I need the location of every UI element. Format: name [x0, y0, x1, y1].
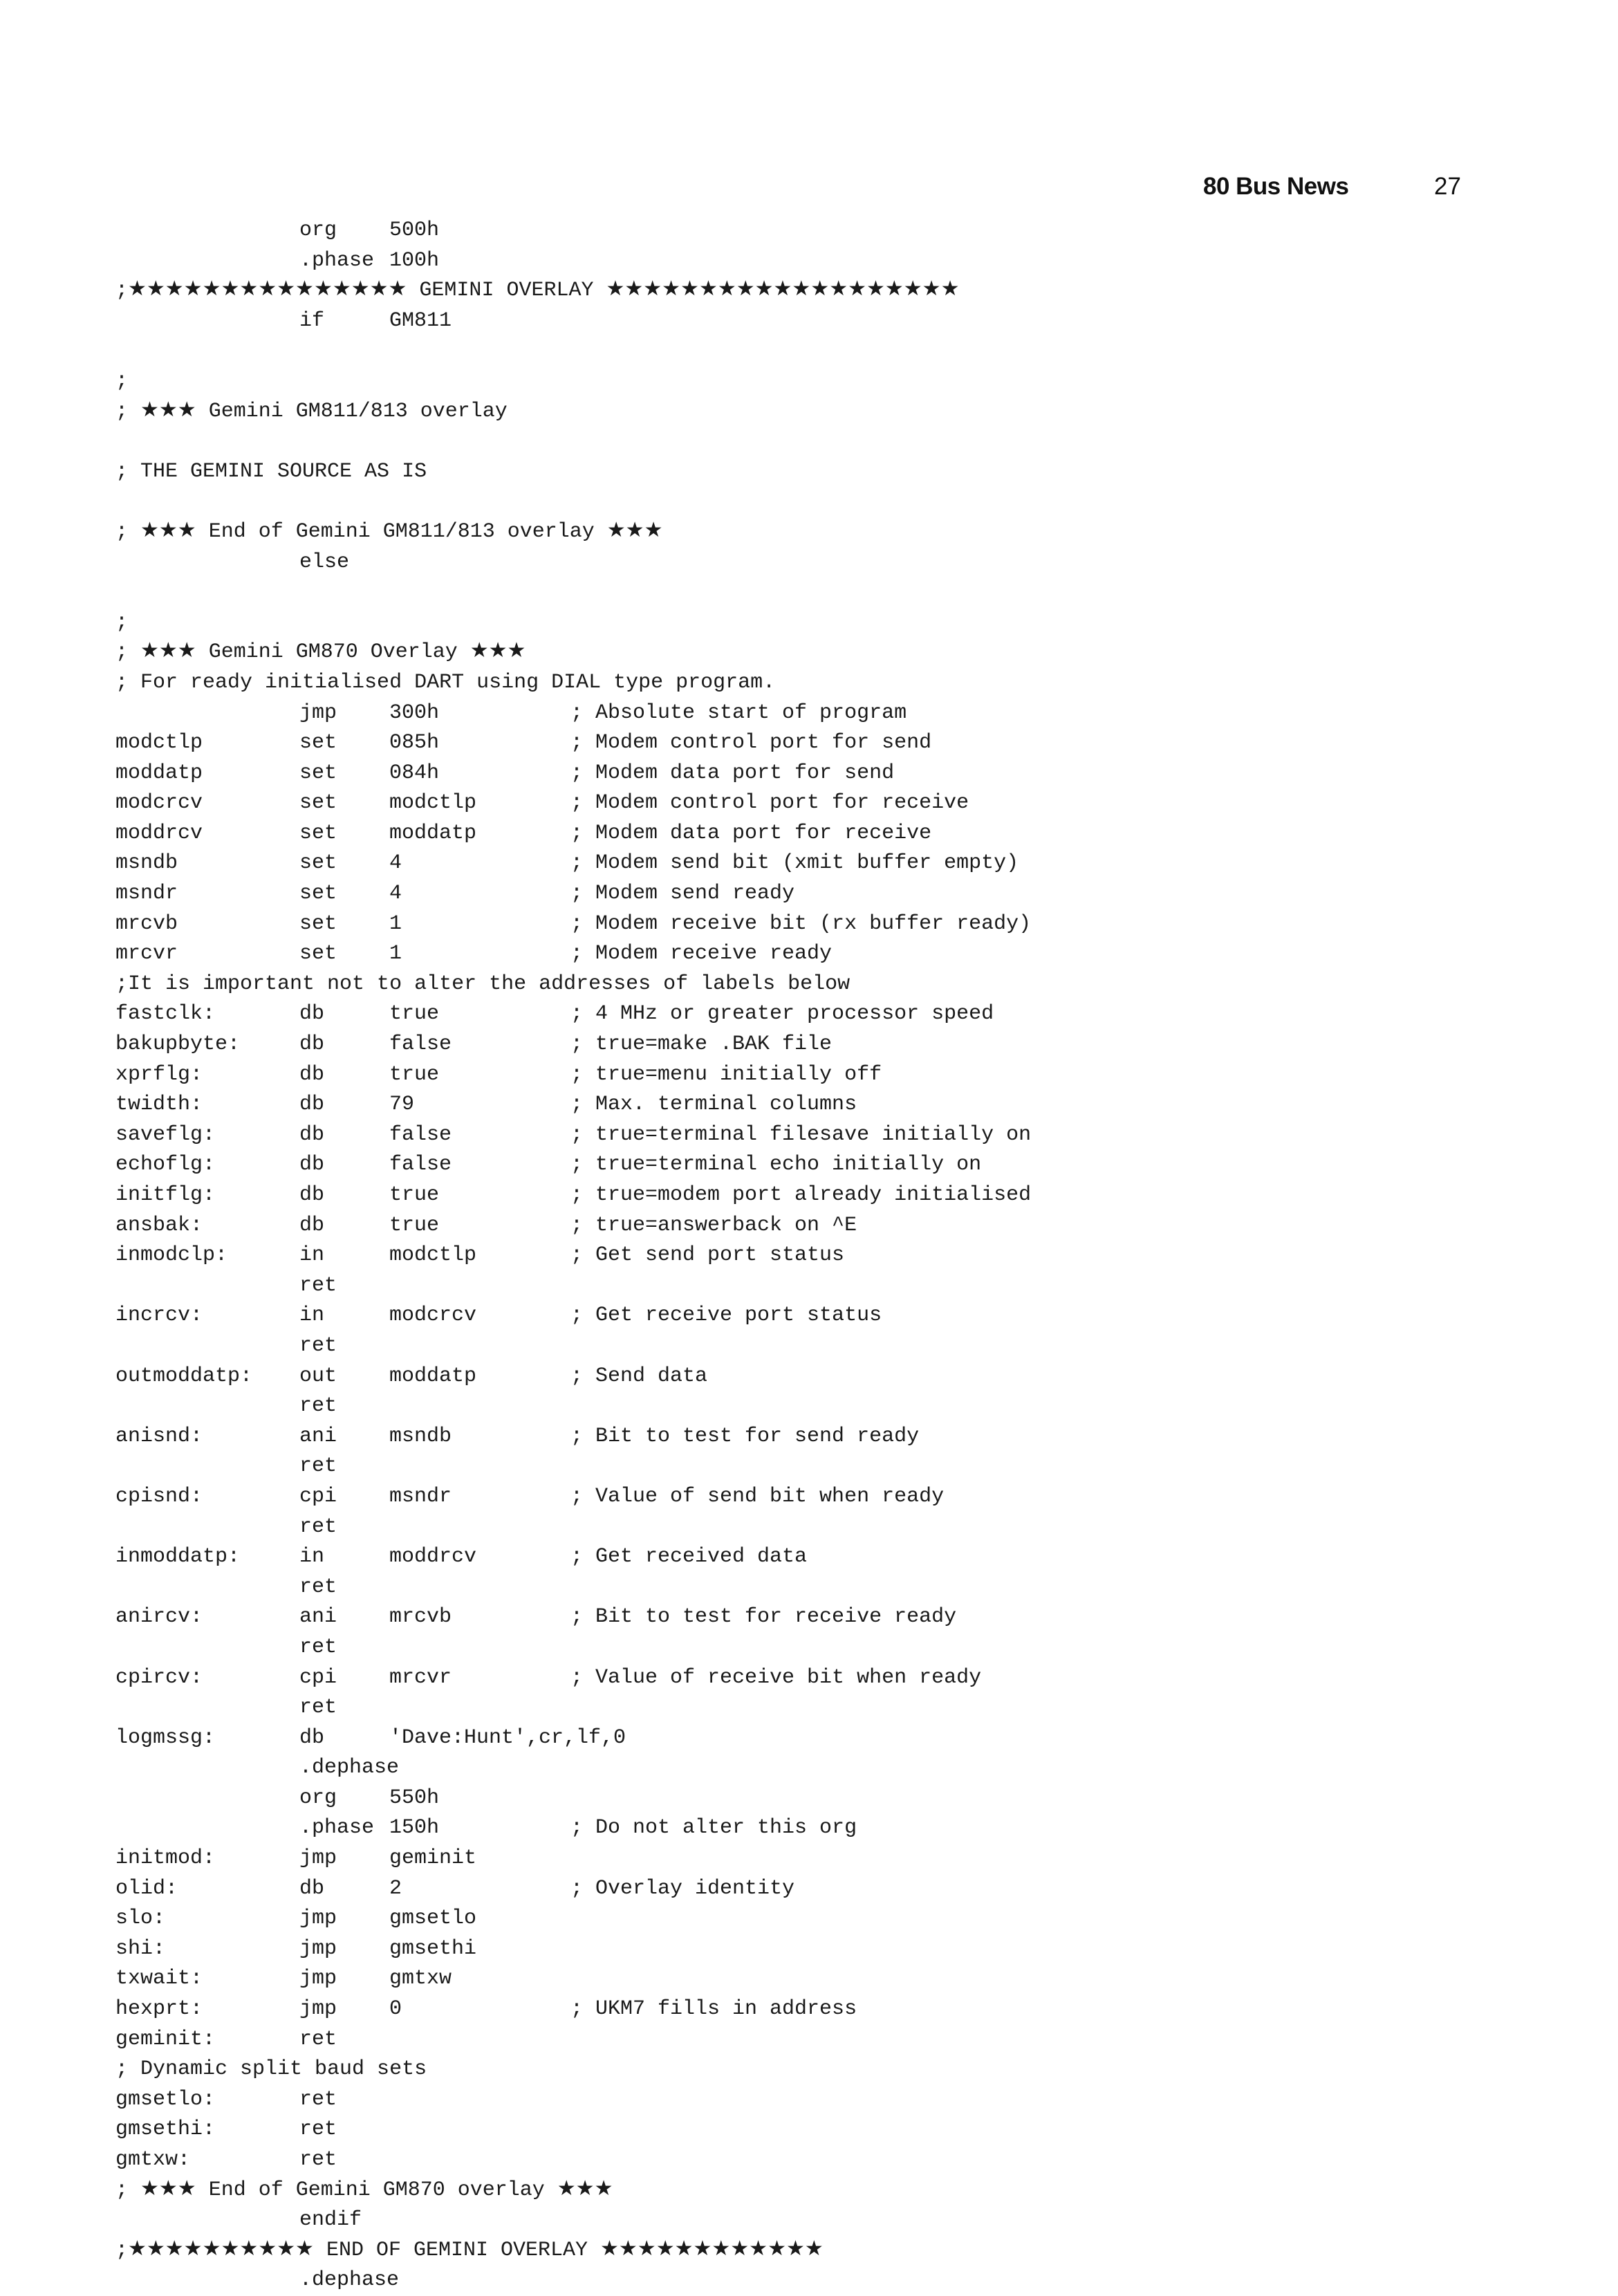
code-opcode: db [299, 1122, 325, 1147]
code-comment: ; true=make .BAK file [570, 1033, 833, 1057]
code-line [0, 1964, 1618, 1994]
code-line [0, 939, 1618, 970]
code-line [0, 1060, 1618, 1091]
code-operand: 79 [389, 1093, 415, 1117]
code-operand: true [389, 1062, 440, 1086]
code-line [0, 698, 1618, 729]
code-label: gmtxw: [115, 2148, 191, 2172]
code-comment: ;★★★★★★★★★★ END OF GEMINI OVERLAY ★★★★★★★★★★★★ [115, 2238, 824, 2262]
code-label: inmoddatp: [115, 1545, 241, 1569]
code-line [0, 2236, 1618, 2266]
code-opcode: ret [299, 2118, 337, 2142]
code-label: logmssg: [115, 1725, 216, 1750]
code-operand: 085h [389, 731, 440, 755]
code-label: mrcvb [115, 911, 178, 936]
code-opcode: .dephase [299, 1756, 400, 1780]
code-line [0, 1542, 1618, 1573]
code-label: gmsethi: [115, 2118, 216, 2142]
code-opcode: set [299, 761, 337, 785]
code-comment: ; Value of receive bit when ready [570, 1665, 982, 1689]
code-operand: true [389, 1183, 440, 1207]
code-label: geminit: [115, 2027, 216, 2051]
code-operand: 'Dave:Hunt',cr,lf,0 [389, 1725, 626, 1750]
code-line [0, 276, 1618, 306]
code-opcode: db [299, 1153, 325, 1177]
code-opcode: set [299, 821, 337, 845]
code-opcode: .dephase [299, 2268, 400, 2293]
code-opcode: jmp [299, 701, 337, 725]
code-comment: ; Get send port status [570, 1243, 845, 1268]
code-label: shi: [115, 1936, 166, 1961]
code-line [0, 1874, 1618, 1905]
code-operand: 100h [389, 248, 440, 272]
code-line [0, 1211, 1618, 1241]
code-line [0, 1512, 1618, 1543]
code-line [0, 970, 1618, 1000]
code-comment: ; ★★★ End of Gemini GM870 overlay ★★★ [115, 2178, 613, 2202]
code-comment: ; Modem receive bit (rx buffer ready) [570, 911, 1032, 936]
code-opcode: endif [299, 2208, 362, 2232]
code-line [0, 1602, 1618, 1633]
code-label: msndr [115, 882, 178, 906]
code-line [0, 788, 1618, 819]
code-line [0, 2025, 1618, 2055]
code-comment: ; ★★★ End of Gemini GM811/813 overlay ★★★ [115, 519, 663, 544]
code-line [0, 2145, 1618, 2176]
code-opcode: db [299, 1876, 325, 1900]
code-operand: 300h [389, 701, 440, 725]
code-operand: 084h [389, 761, 440, 785]
code-operand: false [389, 1122, 452, 1147]
code-label: bakupbyte: [115, 1033, 241, 1057]
code-opcode: if [299, 308, 325, 333]
code-line [0, 517, 1618, 548]
code-opcode: jmp [299, 1997, 337, 2021]
code-operand: moddatp [389, 1364, 477, 1388]
code-label: olid: [115, 1876, 178, 1900]
code-label: inmodclp: [115, 1243, 228, 1268]
code-opcode: ret [299, 1635, 337, 1659]
code-line [0, 1030, 1618, 1060]
publication-title: 80 Bus News [1203, 173, 1349, 200]
code-comment: ; ★★★ Gemini GM811/813 overlay [115, 399, 508, 423]
code-comment: ; ★★★ Gemini GM870 Overlay ★★★ [115, 640, 526, 665]
code-label: saveflg: [115, 1122, 216, 1147]
code-operand: 150h [389, 1816, 440, 1840]
code-line [0, 336, 1618, 367]
code-opcode: db [299, 1213, 325, 1237]
code-line [0, 1934, 1618, 1965]
code-comment: ; true=menu initially off [570, 1062, 882, 1086]
code-line [0, 2266, 1618, 2296]
code-label: incrcv: [115, 1304, 203, 1328]
code-line [0, 1452, 1618, 1482]
code-line [0, 457, 1618, 488]
code-opcode: ret [299, 1696, 337, 1720]
code-opcode: in [299, 1243, 325, 1268]
code-label: cpisnd: [115, 1484, 203, 1508]
code-comment: ; Absolute start of program [570, 701, 907, 725]
code-opcode: ret [299, 1454, 337, 1479]
code-opcode: ret [299, 1333, 337, 1358]
code-line [0, 1271, 1618, 1302]
code-label: moddrcv [115, 821, 203, 845]
code-opcode: jmp [299, 1846, 337, 1871]
code-comment: ; Value of send bit when ready [570, 1484, 945, 1508]
code-line [0, 608, 1618, 638]
code-opcode: set [299, 731, 337, 755]
code-opcode: ret [299, 2087, 337, 2111]
code-line [0, 2176, 1618, 2206]
code-operand: 550h [389, 1786, 440, 1810]
code-opcode: out [299, 1364, 337, 1388]
code-line [0, 1362, 1618, 1392]
code-label: anircv: [115, 1605, 203, 1629]
code-line [0, 1784, 1618, 1814]
code-comment: ; 4 MHz or greater processor speed [570, 1002, 994, 1026]
code-opcode: db [299, 1725, 325, 1750]
code-comment: ; [115, 369, 129, 393]
code-line [0, 1090, 1618, 1120]
code-label: initflg: [115, 1183, 216, 1207]
code-operand: 0 [389, 1997, 402, 2021]
code-line [0, 759, 1618, 789]
code-label: moddatp [115, 761, 203, 785]
code-opcode: in [299, 1545, 325, 1569]
code-operand: modctlp [389, 791, 477, 815]
code-opcode: ret [299, 2148, 337, 2172]
code-comment: ; [115, 610, 129, 634]
code-line [0, 1994, 1618, 2025]
code-line [0, 638, 1618, 668]
code-operand: 500h [389, 219, 440, 242]
code-line [0, 909, 1618, 940]
code-operand: gmsetlo [389, 1907, 477, 1931]
code-opcode: .phase [299, 248, 375, 272]
code-label: hexprt: [115, 1997, 203, 2021]
code-opcode: ani [299, 1424, 337, 1448]
code-comment: ; true=terminal echo initially on [570, 1153, 982, 1177]
code-operand: msndb [389, 1424, 452, 1448]
code-line [0, 216, 1618, 246]
code-line [0, 1331, 1618, 1362]
code-operand: mrcvb [389, 1605, 452, 1629]
code-label: txwait: [115, 1967, 203, 1991]
code-line [0, 999, 1618, 1030]
code-operand: gmtxw [389, 1967, 452, 1991]
code-line [0, 1904, 1618, 1934]
code-comment: ; Dynamic split baud sets [115, 2057, 427, 2082]
code-comment: ; Do not alter this org [570, 1816, 857, 1840]
code-line [0, 1693, 1618, 1723]
code-line [0, 367, 1618, 397]
code-opcode: cpi [299, 1665, 337, 1689]
code-opcode: ret [299, 2027, 337, 2051]
code-operand: 1 [389, 942, 402, 966]
code-comment: ; true=terminal filesave initially on [570, 1122, 1032, 1147]
code-operand: 1 [389, 911, 402, 936]
code-line [0, 2085, 1618, 2116]
code-line [0, 397, 1618, 427]
code-comment: ; Bit to test for receive ready [570, 1605, 957, 1629]
code-opcode: ret [299, 1273, 337, 1297]
code-comment: ; Modem data port for send [570, 761, 895, 785]
code-opcode: jmp [299, 1967, 337, 1991]
code-opcode: db [299, 1062, 325, 1086]
code-comment: ; Max. terminal columns [570, 1093, 857, 1117]
page-number: 27 [1434, 173, 1461, 200]
code-label: twidth: [115, 1093, 203, 1117]
code-opcode: set [299, 942, 337, 966]
code-opcode: org [299, 1786, 337, 1810]
code-line [0, 1181, 1618, 1211]
code-operand: false [389, 1153, 452, 1177]
code-line [0, 728, 1618, 759]
code-operand: GM811 [389, 308, 452, 333]
code-line [0, 1573, 1618, 1603]
code-opcode: ret [299, 1575, 337, 1599]
code-label: ansbak: [115, 1213, 203, 1237]
code-opcode: jmp [299, 1936, 337, 1961]
code-line [0, 1663, 1618, 1694]
code-comment: ; true=answerback on ^E [570, 1213, 857, 1237]
code-comment: ; For ready initialised DART using DIAL type program. [115, 670, 776, 694]
code-line [0, 1723, 1618, 1754]
code-label: msndb [115, 851, 178, 876]
code-comment: ; Bit to test for send ready [570, 1424, 920, 1448]
code-line [0, 819, 1618, 849]
code-line [0, 1753, 1618, 1784]
code-operand: msndr [389, 1484, 452, 1508]
code-comment: ;★★★★★★★★★★★★★★★ GEMINI OVERLAY ★★★★★★★★★★★★★★★★★★★ [115, 279, 960, 303]
code-opcode: db [299, 1183, 325, 1207]
code-opcode: db [299, 1002, 325, 1026]
code-line [0, 879, 1618, 909]
code-line [0, 246, 1618, 277]
code-operand: 4 [389, 851, 402, 876]
code-comment: ;It is important not to alter the addresses of labels below [115, 972, 850, 996]
code-label: fastclk: [115, 1002, 216, 1026]
code-comment: ; true=modem port already initialised [570, 1183, 1032, 1207]
code-operand: 2 [389, 1876, 402, 1900]
code-comment: ; Modem send bit (xmit buffer empty) [570, 851, 1019, 876]
code-comment: ; Overlay identity [570, 1876, 795, 1900]
code-line [0, 668, 1618, 698]
code-operand: false [389, 1033, 452, 1057]
code-line [0, 2115, 1618, 2145]
code-operand: moddatp [389, 821, 477, 845]
code-opcode: set [299, 911, 337, 936]
code-label: mrcvr [115, 942, 178, 966]
code-opcode: .phase [299, 1816, 375, 1840]
code-line [0, 2055, 1618, 2085]
code-opcode: else [299, 550, 350, 574]
code-operand: mrcvr [389, 1665, 452, 1689]
code-label: anisnd: [115, 1424, 203, 1448]
code-opcode: org [299, 219, 337, 242]
code-operand: geminit [389, 1846, 477, 1871]
code-comment: ; Modem receive ready [570, 942, 833, 966]
code-line [0, 548, 1618, 578]
code-label: xprflg: [115, 1062, 203, 1086]
code-operand: modcrcv [389, 1304, 477, 1328]
code-opcode: jmp [299, 1907, 337, 1931]
code-line [0, 1301, 1618, 1331]
code-operand: moddrcv [389, 1545, 477, 1569]
code-line [0, 306, 1618, 337]
code-label: outmoddatp: [115, 1364, 253, 1388]
code-line [0, 1844, 1618, 1874]
code-line [0, 487, 1618, 517]
code-line [0, 577, 1618, 608]
code-line [0, 1120, 1618, 1151]
code-opcode: ret [299, 1394, 337, 1418]
code-label: initmod: [115, 1846, 216, 1871]
code-comment: ; UKM7 fills in address [570, 1997, 857, 2021]
code-operand: gmsethi [389, 1936, 477, 1961]
code-line [0, 1633, 1618, 1663]
code-comment: ; Get received data [570, 1545, 808, 1569]
code-label: gmsetlo: [115, 2087, 216, 2111]
code-opcode: set [299, 791, 337, 815]
code-line [0, 1422, 1618, 1452]
code-opcode: cpi [299, 1484, 337, 1508]
code-opcode: ret [299, 1515, 337, 1539]
code-comment: ; Modem control port for receive [570, 791, 969, 815]
code-operand: true [389, 1213, 440, 1237]
code-label: modctlp [115, 731, 203, 755]
code-comment: ; Modem data port for receive [570, 821, 932, 845]
code-comment: ; Send data [570, 1364, 708, 1388]
code-operand: 4 [389, 882, 402, 906]
code-label: slo: [115, 1907, 166, 1931]
code-comment: ; Get receive port status [570, 1304, 882, 1328]
code-line [0, 2205, 1618, 2236]
code-opcode: db [299, 1033, 325, 1057]
code-label: echoflg: [115, 1153, 216, 1177]
code-opcode: in [299, 1304, 325, 1328]
code-operand: modctlp [389, 1243, 477, 1268]
code-opcode: set [299, 882, 337, 906]
code-opcode: ani [299, 1605, 337, 1629]
code-label: modcrcv [115, 791, 203, 815]
code-line [0, 1241, 1618, 1271]
code-line [0, 1482, 1618, 1512]
code-label: cpircv: [115, 1665, 203, 1689]
code-comment: ; THE GEMINI SOURCE AS IS [115, 459, 427, 483]
code-opcode: set [299, 851, 337, 876]
code-line [0, 1391, 1618, 1422]
page-header [1203, 173, 1480, 207]
code-comment: ; Modem send ready [570, 882, 795, 906]
code-comment: ; Modem control port for send [570, 731, 932, 755]
code-line [0, 1813, 1618, 1844]
code-opcode: db [299, 1093, 325, 1117]
code-line [0, 849, 1618, 879]
code-line [0, 1150, 1618, 1181]
code-operand: true [389, 1002, 440, 1026]
assembly-code-listing [0, 216, 1618, 2296]
code-line [0, 427, 1618, 457]
